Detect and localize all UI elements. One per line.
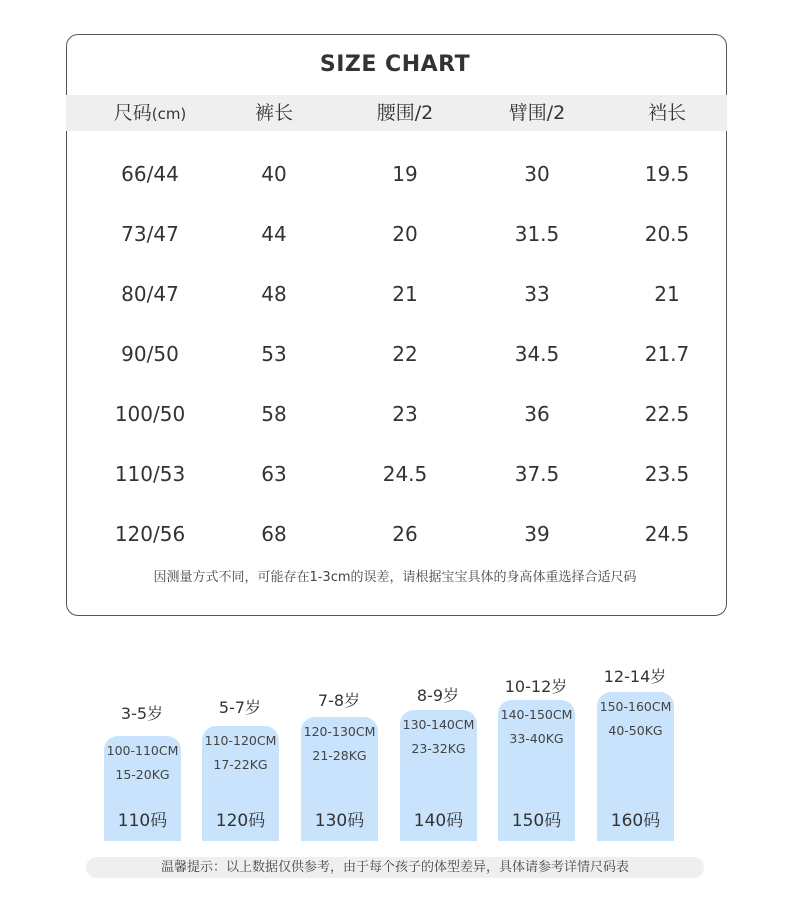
table-cell: 120/56 [114,522,186,546]
column-header-label: 臂围/2 [508,102,566,124]
size-code: 150码 [511,811,562,831]
age-label: 10-12岁 [504,677,568,696]
weight-range: 33-40KG [509,731,564,746]
table-cell: 40 [261,162,287,186]
height-range: 110-120CM [204,733,277,748]
table-cell: 37.5 [514,462,560,486]
column-header [345,101,465,125]
table-cell: 20.5 [644,222,690,246]
weight-range: 40-50KG [608,723,663,738]
table-cell: 80/47 [121,282,179,306]
weight-range: 23-32KG [411,741,466,756]
size-bar [498,700,575,841]
table-cell: 110/53 [114,462,186,486]
table-cell: 68 [261,522,287,546]
table-cell: 19 [392,162,418,186]
table-cell: 21 [392,282,418,306]
table-cell: 26 [392,522,418,546]
age-label: 12-14岁 [603,667,667,686]
table-cell: 73/47 [121,222,179,246]
column-header [90,101,210,126]
column-header [477,101,597,125]
age-label: 3-5岁 [120,704,164,723]
table-cell: 90/50 [121,342,179,366]
size-bar [597,692,674,841]
size-bar [400,710,477,841]
table-cell: 19.5 [644,162,690,186]
column-header-label: 裆长 [647,102,686,124]
column-header-label: 尺码 [113,102,152,124]
size-bar [301,717,378,841]
weight-range: 21-28KG [312,748,367,763]
column-header-label: 裤长 [254,102,293,124]
height-range: 100-110CM [106,743,179,758]
weight-range: 17-22KG [213,757,268,772]
table-cell: 21 [654,282,680,306]
table-cell: 22 [392,342,418,366]
height-range: 140-150CM [500,707,573,722]
table-cell: 23 [392,402,418,426]
height-range: 130-140CM [402,717,475,732]
table-cell: 36 [524,402,550,426]
table-cell: 48 [261,282,287,306]
table-cell: 53 [261,342,287,366]
size-bar [202,726,279,841]
age-label: 8-9岁 [416,686,460,705]
table-cell: 66/44 [121,162,179,186]
size-code: 110码 [117,811,168,831]
height-range: 150-160CM [599,699,672,714]
table-cell: 34.5 [514,342,560,366]
size-code: 130码 [314,811,365,831]
size-code: 160码 [610,811,661,831]
measurement-footnote: 因测量方式不同，可能存在1-3cm的误差，请根据宝宝具体的身高体重选择合适尺码 [153,570,637,585]
tip-text: 温馨提示：以上数据仅供参考，由于每个孩子的体型差异，具体请参考详情尺码表 [160,860,629,875]
column-header [607,101,727,125]
column-header-unit: (cm) [151,105,187,123]
size-code: 140码 [413,811,464,831]
table-cell: 39 [524,522,550,546]
table-cell: 63 [261,462,287,486]
age-label: 7-8岁 [317,691,361,710]
table-cell: 100/50 [114,402,186,426]
column-header [214,101,334,125]
table-cell: 20 [392,222,418,246]
table-cell: 58 [261,402,287,426]
column-header-label: 腰围/2 [376,102,434,124]
table-cell: 24.5 [382,462,428,486]
size-bar [104,736,181,841]
table-cell: 23.5 [644,462,690,486]
size-code: 120码 [215,811,266,831]
table-cell: 21.7 [644,342,690,366]
table-cell: 22.5 [644,402,690,426]
table-cell: 30 [524,162,550,186]
table-cell: 31.5 [514,222,560,246]
weight-range: 15-20KG [115,767,170,782]
table-cell: 24.5 [644,522,690,546]
chart-title: SIZE CHART [319,52,471,77]
height-range: 120-130CM [303,724,376,739]
table-cell: 33 [524,282,550,306]
table-cell: 44 [261,222,287,246]
age-label: 5-7岁 [218,698,262,717]
